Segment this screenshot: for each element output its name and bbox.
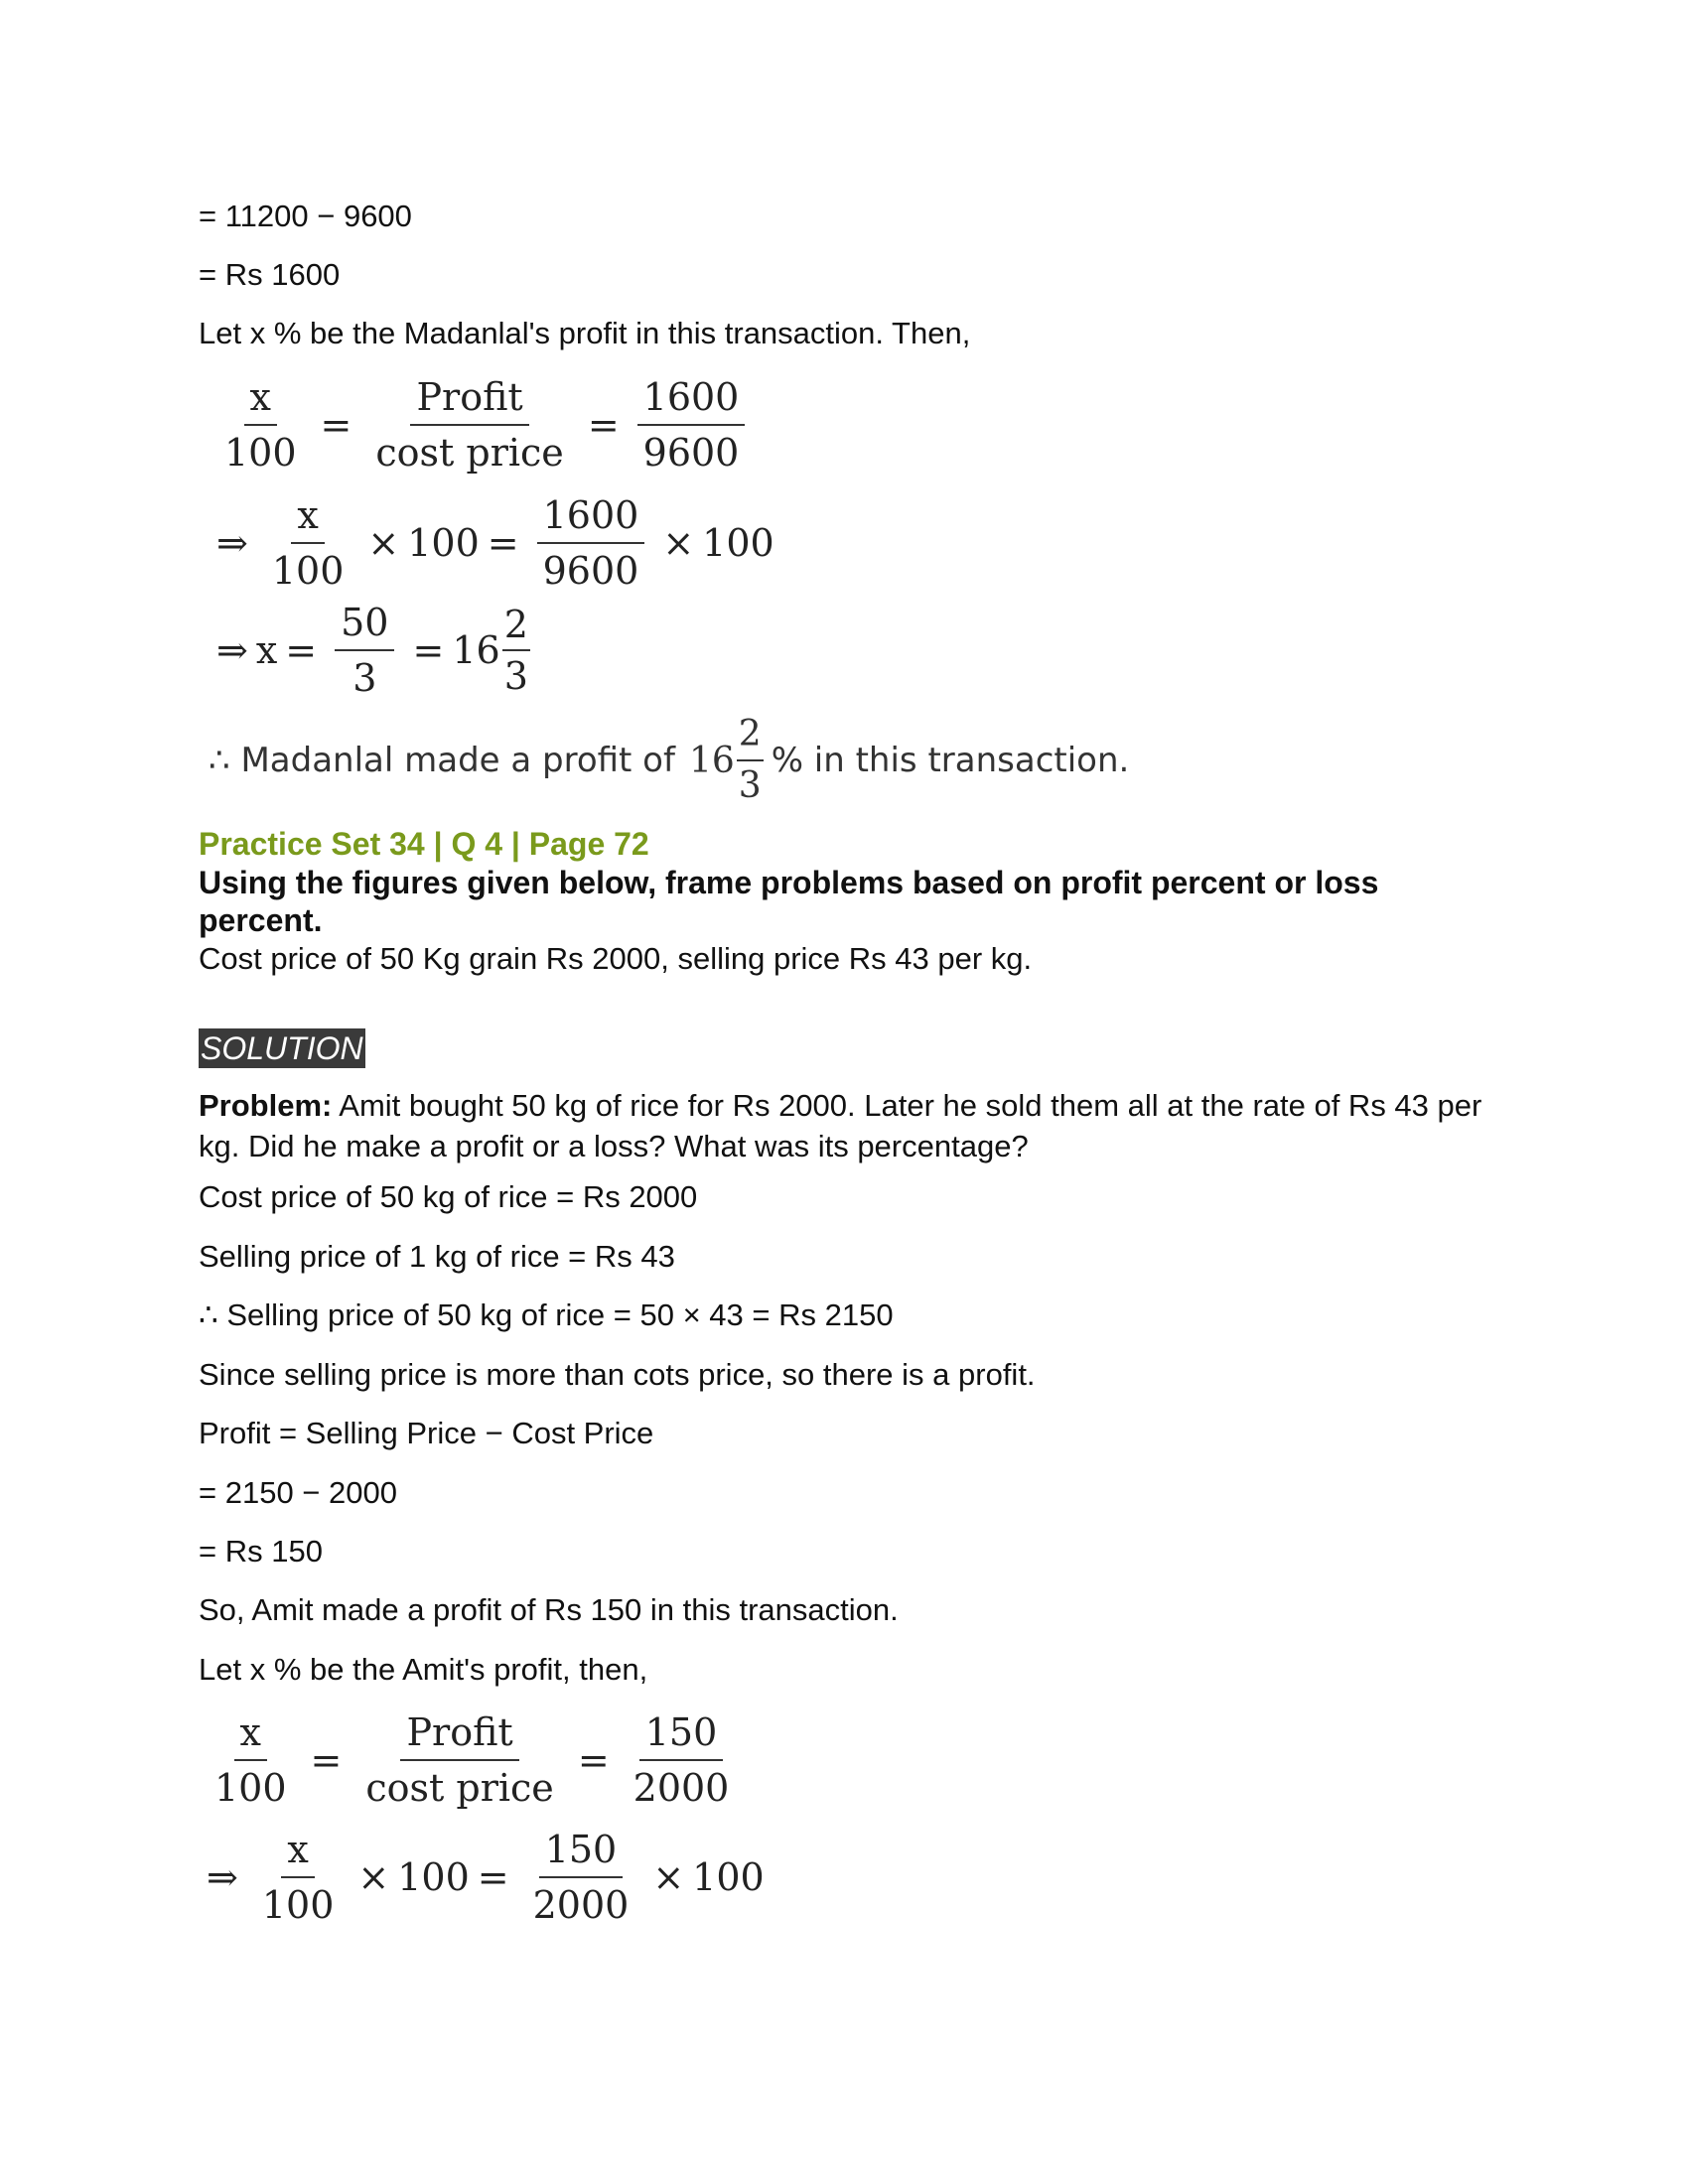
text-line: So, Amit made a profit of Rs 150 in this transaction. bbox=[199, 1592, 899, 1627]
times-sign: × bbox=[652, 1855, 685, 1899]
denominator: cost price bbox=[365, 1766, 554, 1810]
numerator: Profit bbox=[410, 372, 528, 426]
numerator: 150 bbox=[639, 1707, 724, 1761]
text-line: = Rs 150 bbox=[199, 1534, 323, 1569]
fraction bbox=[502, 600, 530, 701]
implies-arrow: ⇒ bbox=[207, 1855, 238, 1899]
conclusion-line bbox=[209, 710, 1129, 811]
fraction bbox=[527, 1825, 635, 1930]
equation-result bbox=[209, 598, 532, 703]
denominator: 3 bbox=[503, 654, 528, 698]
numerator: 1600 bbox=[537, 490, 645, 544]
equation-ratio bbox=[199, 1707, 745, 1813]
mixed-number bbox=[452, 600, 532, 701]
fraction bbox=[628, 1707, 736, 1813]
section-heading: Practice Set 34 | Q 4 | Page 72 bbox=[199, 826, 649, 862]
conclusion-text: % in this transaction. bbox=[771, 741, 1130, 780]
number: 100 bbox=[692, 1855, 765, 1899]
numerator: 1600 bbox=[637, 372, 746, 426]
fraction bbox=[218, 372, 303, 478]
fraction bbox=[209, 1707, 293, 1813]
denominator: 3 bbox=[738, 765, 762, 806]
variable: x bbox=[255, 628, 278, 672]
numerator: x bbox=[244, 372, 277, 426]
fraction bbox=[359, 1707, 559, 1813]
numerator: 50 bbox=[335, 598, 394, 651]
equals-sign: = bbox=[577, 1738, 610, 1782]
fraction bbox=[637, 372, 746, 478]
fraction bbox=[335, 598, 394, 703]
equation-multiply bbox=[209, 490, 774, 596]
whole-part: 16 bbox=[452, 628, 500, 672]
number: 100 bbox=[397, 1855, 470, 1899]
fraction bbox=[369, 372, 569, 478]
implies-arrow: ⇒ bbox=[216, 521, 248, 565]
problem-text: Amit bought 50 kg of rice for Rs 2000. Later he sold them all at the rate of Rs 43 per kg. Did he make a profit or a loss? What was its percentage? bbox=[199, 1088, 1482, 1163]
numerator: x bbox=[291, 490, 324, 544]
denominator: 100 bbox=[214, 1766, 287, 1810]
numerator: x bbox=[281, 1825, 314, 1878]
equals-sign: = bbox=[285, 628, 318, 672]
question-text: Using the figures given below, frame problems based on profit percent or loss percent. bbox=[199, 865, 1379, 938]
text-line: Let x % be the Amit's profit, then, bbox=[199, 1652, 648, 1687]
equation-multiply bbox=[199, 1825, 765, 1930]
text-line: Selling price of 1 kg of rice = Rs 43 bbox=[199, 1239, 675, 1274]
fraction bbox=[266, 490, 351, 596]
text-line: = Rs 1600 bbox=[199, 257, 341, 292]
denominator: 2000 bbox=[532, 1883, 630, 1927]
mixed-number bbox=[689, 710, 766, 811]
denominator: 100 bbox=[261, 1883, 335, 1927]
equation-ratio bbox=[209, 372, 755, 478]
text-line: Let x % be the Madanlal's profit in this transaction. Then, bbox=[199, 316, 971, 350]
numerator: x bbox=[234, 1707, 267, 1761]
denominator: 9600 bbox=[542, 549, 639, 593]
text-line: = 2150 − 2000 bbox=[199, 1475, 397, 1510]
times-sign: × bbox=[367, 521, 400, 565]
numerator: 2 bbox=[737, 710, 764, 761]
equals-sign: = bbox=[587, 403, 620, 447]
numerator: 150 bbox=[539, 1825, 624, 1878]
fraction bbox=[737, 710, 764, 811]
denominator: 3 bbox=[352, 656, 377, 700]
denominator: cost price bbox=[375, 431, 564, 475]
whole-part: 16 bbox=[688, 740, 735, 781]
equals-sign: = bbox=[477, 1855, 509, 1899]
numerator: Profit bbox=[400, 1707, 518, 1761]
fraction bbox=[537, 490, 645, 596]
number: 100 bbox=[407, 521, 480, 565]
text-line: Cost price of 50 kg of rice = Rs 2000 bbox=[199, 1179, 698, 1214]
text-line: ∴ Selling price of 50 kg of rice = 50 × 43 = Rs 2150 bbox=[199, 1297, 894, 1332]
text-line: = 11200 − 9600 bbox=[199, 199, 412, 233]
denominator: 9600 bbox=[642, 431, 740, 475]
times-sign: × bbox=[357, 1855, 390, 1899]
numerator: 2 bbox=[502, 600, 530, 651]
problem-label: Problem: bbox=[199, 1088, 333, 1123]
conclusion-text: ∴ Madanlal made a profit of bbox=[209, 741, 675, 780]
problem-statement bbox=[199, 1085, 1489, 1166]
denominator: 2000 bbox=[633, 1766, 730, 1810]
equals-sign: = bbox=[412, 628, 445, 672]
solution-label: SOLUTION bbox=[201, 1030, 363, 1066]
denominator: 100 bbox=[271, 549, 345, 593]
fraction bbox=[256, 1825, 341, 1930]
number: 100 bbox=[702, 521, 774, 565]
denominator: 100 bbox=[224, 431, 297, 475]
given-text: Cost price of 50 Kg grain Rs 2000, selling price Rs 43 per kg. bbox=[199, 941, 1033, 976]
implies-arrow: ⇒ bbox=[216, 628, 248, 672]
equals-sign: = bbox=[310, 1738, 343, 1782]
text-line: Profit = Selling Price − Cost Price bbox=[199, 1416, 654, 1450]
equals-sign: = bbox=[320, 403, 352, 447]
equals-sign: = bbox=[487, 521, 519, 565]
text-line: Since selling price is more than cots price, so there is a profit. bbox=[199, 1357, 1036, 1392]
times-sign: × bbox=[662, 521, 695, 565]
